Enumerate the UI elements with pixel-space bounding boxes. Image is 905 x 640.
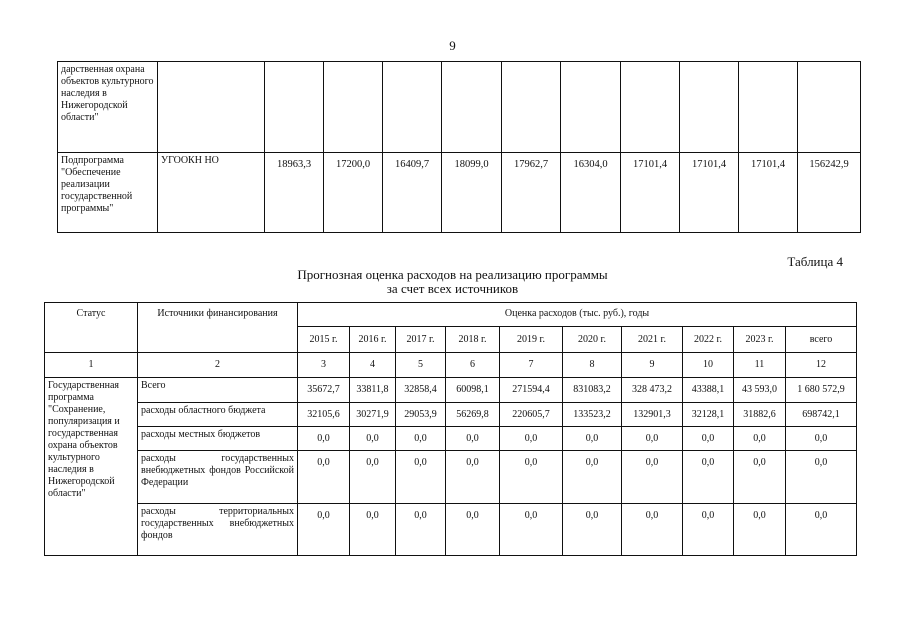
value-cell: 0,0 xyxy=(683,504,734,556)
value-cell: 0,0 xyxy=(298,427,350,451)
value-cell: 29053,9 xyxy=(396,403,446,427)
value-cell xyxy=(502,62,561,153)
column-number: 10 xyxy=(683,353,734,378)
value-cell: 0,0 xyxy=(446,504,500,556)
value-cell: 17962,7 xyxy=(502,153,561,233)
value-cell: 32105,6 xyxy=(298,403,350,427)
table-row xyxy=(45,378,857,403)
source-cell: расходы областного бюджета xyxy=(138,403,298,427)
value-cell: 271594,4 xyxy=(500,378,563,403)
source-cell: расходы местных бюджетов xyxy=(138,427,298,451)
continuation-table xyxy=(57,61,861,233)
value-cell: 31882,6 xyxy=(734,403,786,427)
year-header: 2019 г. xyxy=(500,327,563,353)
value-cell: 220605,7 xyxy=(500,403,563,427)
column-number: 5 xyxy=(396,353,446,378)
value-cell xyxy=(680,62,739,153)
value-cell: 0,0 xyxy=(786,427,857,451)
value-cell: 0,0 xyxy=(446,427,500,451)
value-cell: 0,0 xyxy=(786,504,857,556)
value-cell: 0,0 xyxy=(734,504,786,556)
header-source: Источники финансирования xyxy=(138,303,298,353)
column-number: 2 xyxy=(138,353,298,378)
expense-forecast-table xyxy=(44,302,857,556)
value-cell: 0,0 xyxy=(350,504,396,556)
value-cell: 0,0 xyxy=(350,451,396,504)
value-cell xyxy=(324,62,383,153)
year-header: 2017 г. xyxy=(396,327,446,353)
column-number: 9 xyxy=(622,353,683,378)
page-number: 9 xyxy=(449,38,456,53)
value-cell xyxy=(265,62,324,153)
header-estimate: Оценка расходов (тыс. руб.), годы xyxy=(298,303,857,327)
value-cell: 0,0 xyxy=(622,504,683,556)
status-cell: Подпрограмма "Обеспечение реализации государственной программы" xyxy=(58,153,158,233)
value-cell: 0,0 xyxy=(622,427,683,451)
value-cell xyxy=(621,62,680,153)
column-number: 11 xyxy=(734,353,786,378)
value-cell: 0,0 xyxy=(734,451,786,504)
value-cell: 132901,3 xyxy=(622,403,683,427)
value-cell: 156242,9 xyxy=(798,153,861,233)
value-cell: 0,0 xyxy=(396,504,446,556)
value-cell: 0,0 xyxy=(500,504,563,556)
value-cell: 0,0 xyxy=(500,451,563,504)
value-cell: 0,0 xyxy=(786,451,857,504)
status-cell: дарственная охрана объектов культурного наследия в Нижегородской области" xyxy=(58,62,158,153)
value-cell: 1 680 572,9 xyxy=(786,378,857,403)
source-cell: УГООКН НО xyxy=(158,153,265,233)
value-cell: 30271,9 xyxy=(350,403,396,427)
value-cell: 17101,4 xyxy=(621,153,680,233)
table-title-line2: за счет всех источников xyxy=(386,281,519,296)
year-header: 2023 г. xyxy=(734,327,786,353)
value-cell: 16304,0 xyxy=(561,153,621,233)
year-header: 2022 г. xyxy=(683,327,734,353)
year-header: всего xyxy=(786,327,857,353)
source-cell: расходы территориальных государственных внебюджетных фондов xyxy=(138,504,298,556)
value-cell: 0,0 xyxy=(683,451,734,504)
value-cell: 43 593,0 xyxy=(734,378,786,403)
table-row xyxy=(45,504,857,556)
column-number: 12 xyxy=(786,353,857,378)
value-cell xyxy=(383,62,442,153)
table-title-line1: Прогнозная оценка расходов на реализацию программы xyxy=(297,267,608,282)
table-row xyxy=(45,427,857,451)
value-cell: 0,0 xyxy=(563,451,622,504)
table-row xyxy=(58,153,861,233)
year-header: 2021 г. xyxy=(622,327,683,353)
value-cell: 17200,0 xyxy=(324,153,383,233)
header-status: Статус xyxy=(45,303,138,353)
value-cell: 0,0 xyxy=(396,451,446,504)
value-cell: 32858,4 xyxy=(396,378,446,403)
year-header: 2018 г. xyxy=(446,327,500,353)
table-label: Таблица 4 xyxy=(787,254,843,269)
value-cell: 33811,8 xyxy=(350,378,396,403)
value-cell: 0,0 xyxy=(500,427,563,451)
value-cell: 831083,2 xyxy=(563,378,622,403)
source-cell: Всего xyxy=(138,378,298,403)
table-row xyxy=(45,403,857,427)
value-cell: 0,0 xyxy=(446,451,500,504)
status-cell: Государственная программа "Сохранение, популяризация и государственная охрана объектов культурного наследия в Нижегородской области" xyxy=(45,378,138,556)
year-header: 2016 г. xyxy=(350,327,396,353)
column-number: 7 xyxy=(500,353,563,378)
value-cell: 16409,7 xyxy=(383,153,442,233)
value-cell: 18963,3 xyxy=(265,153,324,233)
value-cell: 0,0 xyxy=(298,504,350,556)
table-row xyxy=(45,451,857,504)
value-cell: 17101,4 xyxy=(680,153,739,233)
value-cell: 0,0 xyxy=(298,451,350,504)
value-cell: 133523,2 xyxy=(563,403,622,427)
column-number-row xyxy=(45,353,857,378)
header-row xyxy=(45,303,857,327)
value-cell: 328 473,2 xyxy=(622,378,683,403)
column-number: 6 xyxy=(446,353,500,378)
table-row xyxy=(58,62,861,153)
value-cell: 698742,1 xyxy=(786,403,857,427)
value-cell xyxy=(442,62,502,153)
value-cell: 43388,1 xyxy=(683,378,734,403)
year-header: 2015 г. xyxy=(298,327,350,353)
column-number: 8 xyxy=(563,353,622,378)
value-cell xyxy=(739,62,798,153)
year-header: 2020 г. xyxy=(563,327,622,353)
value-cell: 0,0 xyxy=(350,427,396,451)
value-cell: 60098,1 xyxy=(446,378,500,403)
value-cell xyxy=(561,62,621,153)
column-number: 3 xyxy=(298,353,350,378)
column-number: 4 xyxy=(350,353,396,378)
table-title xyxy=(0,268,905,296)
source-cell xyxy=(158,62,265,153)
value-cell: 0,0 xyxy=(683,427,734,451)
value-cell: 0,0 xyxy=(563,504,622,556)
column-number: 1 xyxy=(45,353,138,378)
value-cell: 0,0 xyxy=(396,427,446,451)
value-cell: 0,0 xyxy=(734,427,786,451)
value-cell: 56269,8 xyxy=(446,403,500,427)
value-cell: 0,0 xyxy=(622,451,683,504)
value-cell: 18099,0 xyxy=(442,153,502,233)
value-cell: 32128,1 xyxy=(683,403,734,427)
value-cell: 35672,7 xyxy=(298,378,350,403)
value-cell: 17101,4 xyxy=(739,153,798,233)
source-cell: расходы государственных внебюджетных фондов Российской Федерации xyxy=(138,451,298,504)
value-cell: 0,0 xyxy=(563,427,622,451)
value-cell xyxy=(798,62,861,153)
